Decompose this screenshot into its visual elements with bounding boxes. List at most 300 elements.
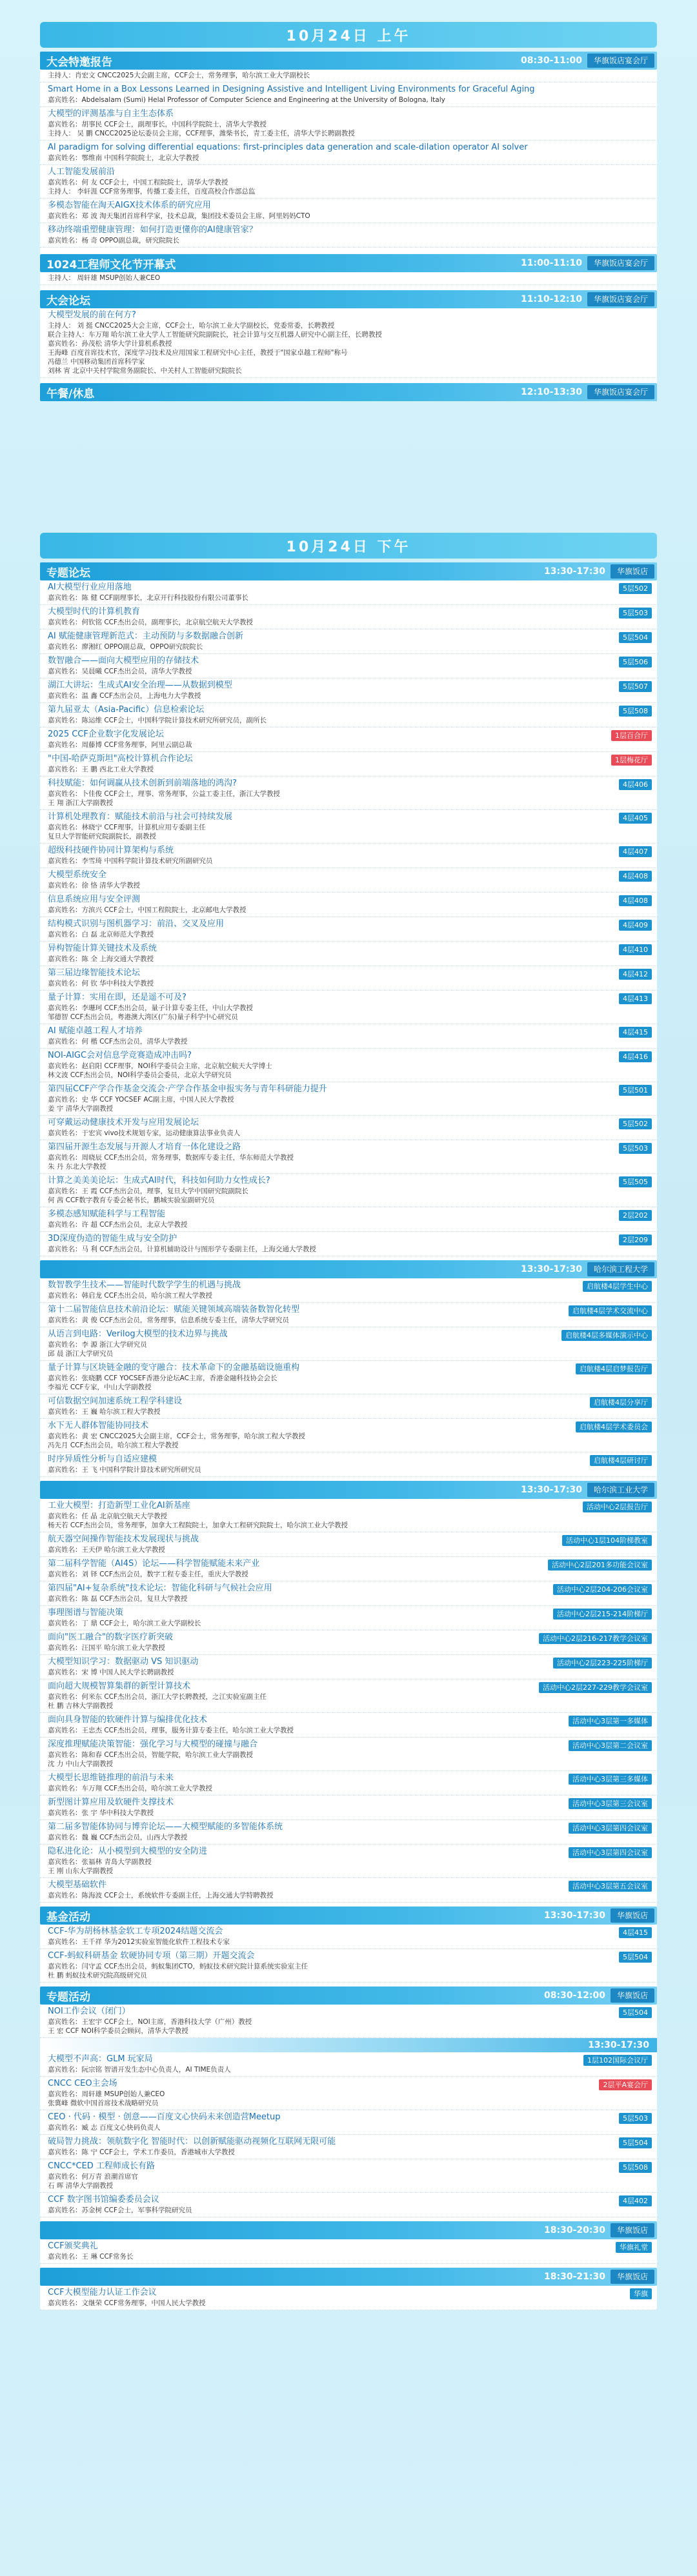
session-location: 哈尔滨工业大学 bbox=[587, 1483, 654, 1497]
event-speaker: 嘉宾姓名：宋 博 中国人民大学长聘副教授 bbox=[48, 1669, 174, 1676]
event-item bbox=[40, 1361, 657, 1394]
talk-item bbox=[40, 223, 657, 248]
event-title: CCF 数字图书馆编委委员会议 bbox=[48, 2195, 159, 2204]
session-bar-forum bbox=[40, 290, 657, 308]
event-speaker: 何 茜 CCF数字教育专委会秘书长，鹏城实验室副研究员 bbox=[48, 1196, 215, 1204]
special-subtime: 13:30-17:30 bbox=[40, 2038, 657, 2052]
event-title: 异构智能计算关键技术及系统 bbox=[48, 944, 157, 953]
event-title: CEO · 代码 · 模型 · 创意——百度文心快码未来创造营Meetup bbox=[48, 2112, 281, 2122]
keynote-talks bbox=[40, 83, 657, 248]
event-item bbox=[40, 1532, 657, 1557]
event-speaker: 嘉宾姓名：温 鑫 CCF杰出会员，上海电力大学教授 bbox=[48, 692, 201, 700]
session-location: 华旗饭店宴会厅 bbox=[587, 54, 654, 68]
event-speaker: 嘉宾姓名：张晓鹏 CCF YOCSEF香港分论坛AC主席，香港金融科技协会会长 bbox=[48, 1374, 278, 1382]
event-item bbox=[40, 844, 657, 868]
room-badge: 4层407 bbox=[619, 846, 652, 857]
room-badge: 启航楼4层多媒体演示中心 bbox=[561, 1330, 652, 1341]
session-bar-award bbox=[40, 254, 657, 272]
room-badge: 活动中心2层216-217教学会议室 bbox=[539, 1633, 652, 1644]
event-item bbox=[40, 2239, 657, 2264]
talk-speaker: 嘉宾姓名：郑 波 淘天集团首席科学家，技术总裁，集团技术委员会主席、阿里妈妈CTO bbox=[48, 212, 310, 220]
event-title: 第三届边缘智能技术论坛 bbox=[48, 968, 141, 978]
room-badge: 5层503 bbox=[619, 608, 652, 619]
event-item bbox=[40, 2052, 657, 2077]
session-title: 午餐/休息 bbox=[46, 387, 95, 401]
room-badge: 4层409 bbox=[619, 920, 652, 931]
event-title: AI大模型行业应用落地 bbox=[48, 582, 132, 592]
event-item bbox=[40, 1606, 657, 1630]
room-badge: 启航楼4层学生中心 bbox=[583, 1281, 652, 1292]
talk-speaker: 嘉宾姓名：胡事民 CCF会士，副理事长，中国科学院院士，清华大学教授 bbox=[48, 121, 267, 128]
event-title: NOI-AIGC会对信息学竞赛造成冲击吗? bbox=[48, 1051, 192, 1060]
event-speaker: 嘉宾姓名：何米东 CCF杰出会员，浙江大学长聘教授，之江实验室副主任 bbox=[48, 1693, 267, 1701]
talk-item bbox=[40, 199, 657, 223]
event-speaker: 嘉宾姓名：丁 鼎 CCF会士，哈尔滨工业大学副校长 bbox=[48, 1620, 201, 1627]
room-badge: 4层416 bbox=[619, 1051, 652, 1062]
award-line: 主持人： 周轩雄 MSUP创始人兼CEO bbox=[48, 274, 161, 282]
event-speaker: 嘉宾姓名：赵启阳 CCF理事，NOI科学委员会主席，北京航空航天大学博士 bbox=[48, 1062, 272, 1070]
room-badge: 活动中心2层204-206会议室 bbox=[553, 1584, 652, 1595]
room-badge: 启航楼4层学术委员会 bbox=[576, 1422, 652, 1432]
day-header: 10月24日 上午 bbox=[40, 22, 657, 48]
event-item bbox=[40, 1820, 657, 1845]
event-speaker: 嘉宾姓名：文继荣 CCF常务理事，中国人民大学教授 bbox=[48, 2299, 206, 2307]
event-speaker: 复旦大学智能研究院副院长，副教授 bbox=[48, 833, 156, 840]
talk-speaker: 主持人： 吴 鹏 CNCC2025论坛委员会主席，CCF理事，潍柴书长，青工委主任，清华大学长聘副教授 bbox=[48, 130, 355, 137]
event-title: 第九届亚太（Asia-Pacific）信息检索论坛 bbox=[48, 705, 205, 715]
room-badge: 4层415 bbox=[619, 1027, 652, 1038]
event-item bbox=[40, 1845, 657, 1878]
room-badge: 活动中心2层215-214阶梯厅 bbox=[553, 1609, 652, 1620]
room-badge: 5层502 bbox=[619, 1118, 652, 1129]
event-item bbox=[40, 1949, 657, 1983]
session-bar-fund bbox=[40, 1907, 657, 1925]
event-speaker: 嘉宾姓名：李珊珂 CCF杰出会员，量子计算专委主任，中山大学教授 bbox=[48, 1004, 254, 1012]
session-time: 08:30-12:00 bbox=[544, 1990, 605, 2001]
event-title: 3D深度伪造的智能生成与安全防护 bbox=[48, 1234, 177, 1243]
event-speaker: 嘉宾姓名：方滨兴 CCF会士，中国工程院院士，北京邮电大学教授 bbox=[48, 906, 247, 914]
room-badge: 2层209 bbox=[619, 1234, 652, 1245]
event-item bbox=[40, 868, 657, 893]
event-item bbox=[40, 2005, 657, 2038]
event-speaker: 嘉宾姓名：陈 健 CCF副理事长，北京开行科技股份有限公司董事长 bbox=[48, 594, 248, 602]
talk-title: AI paradigm for solving differential equations: first-principles data generation and scale-dilation operator AI solver bbox=[48, 143, 528, 152]
event-speaker: 嘉宾姓名：张福林 青岛大学副教授 bbox=[48, 1858, 152, 1866]
event-speaker: 嘉宾姓名：陈 磊 CCF杰出会员，复旦大学教授 bbox=[48, 1595, 188, 1603]
room-badge: 4层408 bbox=[619, 895, 652, 906]
event-item bbox=[40, 1679, 657, 1713]
event-speaker: 嘉宾姓名：王 鹏 西北工业大学教授 bbox=[48, 766, 154, 773]
event-item bbox=[40, 991, 657, 1024]
room-badge: 活动中心3层第三会议室 bbox=[569, 1798, 652, 1809]
event-speaker: 姜 宇 清华大学副教授 bbox=[48, 1105, 114, 1113]
room-badge: 活动中心3层第四会议室 bbox=[569, 1847, 652, 1858]
talk-item bbox=[40, 107, 657, 141]
event-speaker: 嘉宾姓名：许 超 CCF杰出会员，北京大学教授 bbox=[48, 1221, 188, 1229]
event-speaker: 嘉宾姓名：李雪琦 中国科学院计算技术研究所副研究员 bbox=[48, 857, 213, 865]
event-item bbox=[40, 1232, 657, 1256]
session-location: 华旗饭店宴会厅 bbox=[587, 256, 654, 270]
event-speaker: 嘉宾姓名：任 晶 北京航空航天大学教授 bbox=[48, 1512, 168, 1520]
event-title: 破局智力挑战：领航数字化 智能时代：以创新赋能驱动视频化互联网无限可能 bbox=[48, 2137, 336, 2146]
forum-line: 联合主持人：车万翔 哈尔滨工业大学人工智能研究院副院长，社会计算与交互机器人研究中心副主任，长聘教授 bbox=[48, 331, 382, 339]
host-key: 主持人： bbox=[48, 72, 75, 79]
session-time: 13:30-17:30 bbox=[521, 1264, 582, 1274]
session-time: 18:30-20:30 bbox=[544, 2225, 605, 2235]
event-speaker: 嘉宾姓名：卜佳俊 CCF会士，理事、常务理事，公益工委主任，浙江大学教授 bbox=[48, 790, 281, 798]
event-speaker: 嘉宾姓名：刘 铎 CCF杰出会员，数字工程专委主任，重庆大学教授 bbox=[48, 1570, 248, 1578]
event-speaker: 嘉宾姓名：黄 宏 CNCC2025大会副主席，CCF会士，常务理事，哈尔滨工程大学教授 bbox=[48, 1432, 305, 1440]
talk-speaker: 主持人： 李轩涯 CCF常务理事，传播工委主任，百度高校合作部总监 bbox=[48, 188, 256, 195]
event-item bbox=[40, 728, 657, 752]
event-title: 隐私进化论：从小模型到大模型的安全防进 bbox=[48, 1847, 208, 1856]
room-badge: 1层百合厅 bbox=[611, 730, 652, 741]
event-item bbox=[40, 580, 657, 605]
session-title: 基金活动 bbox=[46, 1910, 90, 1924]
event-title: 大模型不声高：GLM 玩家局 bbox=[48, 2054, 153, 2064]
event-item bbox=[40, 1049, 657, 1082]
event-title: 大模型时代的计算机教育 bbox=[48, 607, 141, 617]
talk-title: 大模型的评测基准与自主生态体系 bbox=[48, 109, 174, 119]
room-badge: 活动中心2层223-225阶梯厅 bbox=[553, 1658, 652, 1669]
room-badge: 华旗礼堂 bbox=[616, 2242, 652, 2253]
event-speaker: 嘉宾姓名：苏金树 CCF会士，军事科学院研究员 bbox=[48, 2206, 192, 2214]
event-speaker: 嘉宾姓名：闫守孟 CCF杰出会员，蚂蚁集团CTO，蚂蚁技术研究院计算系统实验室主任 bbox=[48, 1963, 308, 1970]
room-badge: 5层503 bbox=[619, 2113, 652, 2124]
event-title: 面向具身智能的软硬件计算与编排优化技术 bbox=[48, 1715, 208, 1725]
event-item bbox=[40, 810, 657, 844]
event-title: 大模型长思维链推理的前沿与未来 bbox=[48, 1773, 174, 1783]
event-title: 航天器空间操作智能技术发展现状与挑战 bbox=[48, 1534, 199, 1544]
room-badge: 启航楼4层启梦报告厅 bbox=[576, 1363, 652, 1374]
event-item bbox=[40, 752, 657, 777]
event-speaker: 嘉宾姓名：廖湘红 OPPO副总裁，OPPO研究院院长 bbox=[48, 643, 203, 651]
event-speaker: 嘉宾姓名：王 巍 哈尔滨工程大学教授 bbox=[48, 1408, 161, 1416]
event-title: CNCC CEO主会场 bbox=[48, 2079, 117, 2088]
event-speaker: 嘉宾姓名：王千祥 华为2012实验室智能化软件工程技术专家 bbox=[48, 1938, 230, 1946]
special-list bbox=[40, 2005, 657, 2038]
event-item bbox=[40, 1499, 657, 1532]
event-speaker: 嘉宾姓名：陈运维 CCF会士，中国科学院计算技术研究所研究员，副所长 bbox=[48, 717, 267, 724]
session-time: 13:30-17:30 bbox=[544, 566, 605, 577]
session-title: 专题论坛 bbox=[46, 566, 90, 580]
room-badge: 4层405 bbox=[619, 813, 652, 824]
room-badge: 4层408 bbox=[619, 871, 652, 882]
event-speaker: 李福光 CCF专家，中山大学副教授 bbox=[48, 1383, 152, 1391]
event-title: CCF-蚂蚁科研基金 软硬协同专项（第三期）开题交流会 bbox=[48, 1951, 255, 1961]
event-speaker: 嘉宾姓名：陈 全 上海交通大学教授 bbox=[48, 955, 154, 963]
room-badge: 4层412 bbox=[619, 969, 652, 980]
room-badge: 启航楼4层分享厅 bbox=[590, 1397, 652, 1408]
event-speaker: 王 翔 浙江大学副教授 bbox=[48, 799, 114, 807]
event-speaker: 沈 力 中山大学副教授 bbox=[48, 1760, 114, 1768]
room-badge: 启航楼4层学术交流中心 bbox=[569, 1305, 652, 1316]
event-item bbox=[40, 966, 657, 991]
event-item bbox=[40, 2193, 657, 2217]
room-badge: 5层503 bbox=[619, 1143, 652, 1154]
event-speaker: 嘉宾姓名：徐 恪 清华大学教授 bbox=[48, 882, 141, 889]
room-badge: 5层508 bbox=[619, 706, 652, 717]
event-speaker: 嘉宾姓名：黄 俊 CCF杰出会员，常务理事，信息系统专委主任，清华大学研究员 bbox=[48, 1316, 289, 1324]
event-title: 量子计算与区块链金融的变守融合：技术革命下的金融基础设施重构 bbox=[48, 1363, 300, 1372]
event-title: CCF大模型能力认证工作会议 bbox=[48, 2288, 157, 2297]
event-item bbox=[40, 654, 657, 679]
event-title: 数智教学生技术——智能时代数学学生的机遇与挑战 bbox=[48, 1280, 241, 1290]
event-speaker: 邱 晨 浙江大学研究员 bbox=[48, 1350, 114, 1358]
room-badge: 1层102国际会议厅 bbox=[583, 2055, 652, 2066]
event-title: 第二届多智能体协同与博弈论坛——大模型赋能的多智能体系统 bbox=[48, 1822, 283, 1832]
event-speaker: 嘉宾姓名：何万青 浪潮首席官 bbox=[48, 2173, 138, 2181]
session-title: 1024工程师文化节开幕式 bbox=[46, 258, 176, 272]
event-speaker: 嘉宾姓名：张 宇 华中科技大学教授 bbox=[48, 1809, 154, 1817]
room-badge: 5层506 bbox=[619, 657, 652, 668]
event-title: 结构模式识别与图机器学习：前沿、交叉及应用 bbox=[48, 919, 225, 929]
event-speaker: 邹德智 CCF杰出会员，粤港澳大湾区(广东)量子科学中心研究员 bbox=[48, 1013, 238, 1021]
event-title: 第四届开源生态发展与开源人才培育一体化建设之路 bbox=[48, 1142, 241, 1152]
event-title: 第四届"AI+复杂系统"技术论坛：智能化科研与气候社会应用 bbox=[48, 1583, 272, 1593]
topic-list bbox=[40, 580, 657, 1256]
room-badge: 5层504 bbox=[619, 2007, 652, 2018]
room-badge: 活动中心3层第四会议室 bbox=[569, 1823, 652, 1834]
event-title: 2025 CCF企业数字化发展论坛 bbox=[48, 729, 164, 739]
room-badge: 5层504 bbox=[619, 2137, 652, 2148]
talk-speaker: 嘉宾姓名：杨 奇 OPPO副总裁，研究院院长 bbox=[48, 237, 179, 244]
room-badge: 活动中心2层201多功能会议室 bbox=[548, 1560, 652, 1570]
room-badge: 活动中心2层报告厅 bbox=[583, 1501, 652, 1512]
hit-list bbox=[40, 1499, 657, 1903]
event-title: 湖江大讲坛：生成式AI安全治理——从数据到模型 bbox=[48, 680, 232, 690]
event-item bbox=[40, 1925, 657, 1949]
event-item bbox=[40, 1878, 657, 1903]
event-item bbox=[40, 1655, 657, 1679]
event-item bbox=[40, 893, 657, 917]
day-header: 10月24日 下午 bbox=[40, 533, 657, 559]
event-item bbox=[40, 703, 657, 728]
event-item bbox=[40, 2110, 657, 2135]
forum-line: 嘉宾姓名：孙茂松 清华大学计算机系教授 bbox=[48, 340, 172, 348]
session-bar-special bbox=[40, 1986, 657, 2005]
forum-line: 王海峰 百度首席技术官，深度学习技术及应用国家工程研究中心主任，教授于"国家卓越工程师"称号 bbox=[48, 349, 348, 357]
event-item bbox=[40, 1394, 657, 1419]
event-title: 深度推理赋能决策智能：强化学习与大模型的碰撞与融合 bbox=[48, 1739, 258, 1749]
event-item bbox=[40, 1630, 657, 1655]
room-badge: 华旗 bbox=[630, 2288, 652, 2299]
session-location: 华旗饭店 bbox=[611, 564, 654, 579]
session-time: 11:00-11:10 bbox=[521, 258, 582, 268]
event-item bbox=[40, 1796, 657, 1820]
talk-item bbox=[40, 141, 657, 165]
event-title: 工业大模型：打造新型工业化AI新基座 bbox=[48, 1501, 190, 1511]
event-speaker: 林文波 CCF杰出会员，NOI科学委员会委员，北京大学研究员 bbox=[48, 1071, 232, 1079]
room-badge: 5层501 bbox=[619, 1085, 652, 1096]
event-title: 面向"医工融合"的数字医疗新突破 bbox=[48, 1632, 173, 1642]
event-speaker: 嘉宾姓名：汪国平 哈尔滨工业大学教授 bbox=[48, 1644, 165, 1652]
event-speaker: 嘉宾姓名：阮宗铭 智谱开发生态中心负责人，AI TIME负责人 bbox=[48, 2066, 231, 2074]
event-title: CCF-华为胡杨林基金软工专项2024结题交流会 bbox=[48, 1927, 223, 1936]
room-badge: 4层415 bbox=[619, 1927, 652, 1938]
event-title: CNCC*CED 工程师成长有路 bbox=[48, 2161, 155, 2171]
event-title: 数智融合——面向大模型应用的存储技术 bbox=[48, 656, 199, 666]
event-item bbox=[40, 2077, 657, 2110]
session-time: 08:30-11:00 bbox=[521, 55, 582, 66]
event-item bbox=[40, 2159, 657, 2193]
forum-line: 主持人： 刘 挺 CNCC2025大会主席，CCF会士，哈尔滨工业大学副校长，党委常委，长聘教授 bbox=[48, 322, 335, 330]
event-speaker: 嘉宾姓名：车万翔 CCF杰出会员，哈尔滨工业大学教授 bbox=[48, 1785, 213, 1792]
host-value: 肖宏文 CNCC2025大会副主席，CCF会士，常务理事，哈尔滨工业大学副校长 bbox=[75, 72, 310, 79]
forum-detail bbox=[40, 308, 657, 378]
event-speaker: 嘉宾姓名：韩启龙 CCF杰出会员，哈尔滨工程大学教授 bbox=[48, 1292, 213, 1300]
dinner-list bbox=[40, 2239, 657, 2264]
session-time: 18:30-21:30 bbox=[544, 2272, 605, 2282]
event-item bbox=[40, 2286, 657, 2310]
event-item bbox=[40, 1303, 657, 1327]
room-badge: 5层504 bbox=[619, 632, 652, 643]
event-speaker: 杨天若 CCF杰出会员，常务理事，加拿大工程院院士，加拿大工程研究院院士，哈尔滨工业大学教授 bbox=[48, 1521, 348, 1529]
event-title: 从语言到电路：Verilog大模型的技术边界与挑战 bbox=[48, 1329, 228, 1339]
event-item bbox=[40, 1174, 657, 1207]
talk-speaker: 嘉宾姓名：何 友 CCF会士，中国工程院院士，清华大学教授 bbox=[48, 179, 228, 186]
host-row bbox=[40, 70, 657, 83]
event-speaker: 嘉宾姓名：臧 志 百度文心快码负责人 bbox=[48, 2124, 161, 2132]
room-badge: 4层410 bbox=[619, 944, 652, 955]
talk-item bbox=[40, 165, 657, 199]
event-item bbox=[40, 777, 657, 810]
event-title: 计算机处理教育：赋能技术前沿与社会可持续发展 bbox=[48, 812, 233, 822]
event-speaker: 嘉宾姓名：魏 巍 CCF杰出会员，山西大学教授 bbox=[48, 1834, 188, 1841]
event-item bbox=[40, 1713, 657, 1738]
event-title: 第二届科学智能（AI4S）论坛——科学智能赋能未来产业 bbox=[48, 1559, 260, 1569]
event-speaker: 嘉宾姓名：周晓辰 CCF杰出会员，常务理事，数据库专委主任，华东师范大学教授 bbox=[48, 1154, 294, 1162]
session-title: 大会论坛 bbox=[46, 294, 90, 308]
event-item bbox=[40, 1082, 657, 1116]
event-item bbox=[40, 942, 657, 966]
event-item bbox=[40, 1327, 657, 1361]
room-badge: 5层505 bbox=[619, 1176, 652, 1187]
event-item bbox=[40, 1024, 657, 1049]
event-item bbox=[40, 917, 657, 942]
room-badge: 活动中心2层227-229教学会议室 bbox=[539, 1682, 652, 1693]
room-badge: 活动中心3层第一多媒体 bbox=[569, 1716, 652, 1727]
event-speaker: 嘉宾姓名：林晓宁 CCF理事，计算机应用专委副主任 bbox=[48, 824, 206, 831]
room-badge: 活动中心1层104阶梯教室 bbox=[562, 1535, 652, 1546]
event-title: AI 赋能健康管理新范式：主动预防与多数据融合创新 bbox=[48, 631, 243, 641]
room-badge: 4层406 bbox=[619, 779, 652, 790]
session-time: 13:30-17:30 bbox=[544, 1910, 605, 1921]
session-bar-ai bbox=[40, 2268, 657, 2286]
room-badge: 1层梅花厅 bbox=[611, 755, 652, 766]
event-speaker: 冯先月 CCF杰出会员，哈尔滨工程大学教授 bbox=[48, 1442, 179, 1449]
room-badge: 2层202 bbox=[619, 1210, 652, 1221]
room-badge: 活动中心3层第五会议室 bbox=[569, 1881, 652, 1892]
event-speaker: 王 宏 CCF NOI科学委员会顾问，清华大学教授 bbox=[48, 2027, 188, 2035]
talk-title: 多模态智能在淘天AIGX技术体系的研究应用 bbox=[48, 201, 211, 210]
event-speaker: 嘉宾姓名：周藤博 CCF常务理事，阿里云副总裁 bbox=[48, 741, 192, 749]
event-item bbox=[40, 1419, 657, 1452]
session-location: 华旗饭店宴会厅 bbox=[587, 385, 654, 399]
event-title: AI 赋能卓越工程人才培养 bbox=[48, 1026, 143, 1036]
event-title: 时序异质性分析与自适应建模 bbox=[48, 1454, 157, 1464]
session-location: 华旗饭店 bbox=[611, 2270, 654, 2284]
special-list-2 bbox=[40, 2052, 657, 2217]
session-time: 13:30-17:30 bbox=[521, 1485, 582, 1495]
event-item bbox=[40, 1771, 657, 1796]
event-speaker: 嘉宾姓名：王 琳 CCF常务长 bbox=[48, 2253, 134, 2261]
event-title: 多模态感知赋能科学与工程智能 bbox=[48, 1209, 166, 1219]
event-title: 事理图谱与智能决策 bbox=[48, 1608, 124, 1618]
event-item bbox=[40, 605, 657, 629]
session-location: 华旗饭店 bbox=[611, 1908, 654, 1923]
session-title: 大会特邀报告 bbox=[46, 55, 112, 69]
event-title: CCF颁奖典礼 bbox=[48, 2241, 98, 2251]
event-speaker: 嘉宾姓名：李 源 浙江大学研究员 bbox=[48, 1341, 147, 1349]
session-location: 哈尔滨工程大学 bbox=[587, 1262, 654, 1276]
event-title: 新型图计算应用及软硬件支撑技术 bbox=[48, 1798, 174, 1807]
event-title: 大模型知识学习：数据驱动 VS 知识驱动 bbox=[48, 1657, 199, 1667]
event-speaker: 杜 鹏 吉林大学副教授 bbox=[48, 1702, 114, 1710]
event-item bbox=[40, 679, 657, 703]
event-title: 面向超大规模智算集群的新型计算技术 bbox=[48, 1681, 191, 1691]
forum-subtitle: 大模型发展的前在何方? bbox=[48, 310, 136, 320]
event-title: 第十二届智能信息技术前沿论坛：赋能关键领域高端装备数智化转型 bbox=[48, 1305, 300, 1314]
forum-line: 冯德兰 中国移动集团首席科学家 bbox=[48, 358, 145, 366]
talk-title: 移动终端重塑健康管理：如何打造更懂你的AI健康管家？ bbox=[48, 225, 258, 235]
event-speaker: 杜 鹏 蚂蚁技术研究院高级研究员 bbox=[48, 1972, 147, 1979]
event-speaker: 嘉宾姓名：马 利 CCF杰出会员，计算机辅助设计与图形学专委副主任，上海交通大学教授 bbox=[48, 1245, 316, 1253]
event-speaker: 嘉宾姓名：吴晨曦 CCF杰出会员，清华大学教授 bbox=[48, 668, 192, 675]
event-item bbox=[40, 1116, 657, 1140]
room-badge: 启航楼4层研讨厅 bbox=[590, 1455, 652, 1466]
room-badge: 5层504 bbox=[619, 1952, 652, 1963]
session-title: 专题活动 bbox=[46, 1990, 90, 2004]
event-speaker: 嘉宾姓名：陈海波 CCF会士，系统软件专委副主任，上海交通大学特聘教授 bbox=[48, 1892, 274, 1899]
event-item bbox=[40, 1207, 657, 1232]
event-speaker: 嘉宾姓名：王 飞 中国科学院计算技术研究所研究员 bbox=[48, 1466, 201, 1474]
event-title: 第四届CCF产学合作基金交流会·产学合作基金申报实务与青年科研能力提升 bbox=[48, 1084, 327, 1094]
session-bar-lunch bbox=[40, 383, 657, 401]
event-speaker: 嘉宾姓名：白 磊 北京师范大学教授 bbox=[48, 931, 154, 938]
event-speaker: 嘉宾姓名：周轩雄 MSUP创始人兼CEO bbox=[48, 2090, 165, 2098]
room-badge: 5层502 bbox=[619, 583, 652, 594]
event-title: 水下无人群体智能协同技术 bbox=[48, 1421, 149, 1431]
event-speaker: 嘉宾姓名：何 楷 CCF杰出会员，清华大学教授 bbox=[48, 1038, 188, 1045]
event-speaker: 张冀峰 微软中国首席技术战略研究员 bbox=[48, 2099, 159, 2107]
room-badge: 4层413 bbox=[619, 993, 652, 1004]
event-title: 计算之美美美论坛：生成式AI时代，科技如何助力女性成长? bbox=[48, 1176, 270, 1185]
session-bar-keynote bbox=[40, 52, 657, 70]
event-speaker: 王 刚 山东大学副教授 bbox=[48, 1867, 114, 1875]
award-host bbox=[40, 272, 657, 285]
session-time: 11:10-12:10 bbox=[521, 294, 582, 304]
session-location: 华旗饭店宴会厅 bbox=[587, 292, 654, 306]
event-item bbox=[40, 629, 657, 654]
morning-panel bbox=[40, 52, 657, 401]
event-title: 大模型基础软件 bbox=[48, 1880, 107, 1890]
event-title: 信息系统应用与安全评测 bbox=[48, 895, 141, 904]
room-badge: 2层平A宴会厅 bbox=[599, 2079, 652, 2090]
event-speaker: 嘉宾姓名：陈 宁 CCF会士，学术工作委员，香港城市大学教授 bbox=[48, 2148, 235, 2156]
event-speaker: 嘉宾姓名：于宏宾 vivo技术规划专家，运动健康算法事业负责人 bbox=[48, 1129, 241, 1137]
event-title: 量子计算：实用在即，还是遥不可及? bbox=[48, 993, 187, 1002]
event-speaker: 嘉宾姓名：何钦铭 CCF杰出会员，副理事长，北京航空航天大学教授 bbox=[48, 619, 254, 626]
session-time: 12:10-13:30 bbox=[521, 387, 582, 397]
talk-item bbox=[40, 83, 657, 107]
session-bar-heu bbox=[40, 1260, 657, 1278]
session-bar-dinner bbox=[40, 2221, 657, 2239]
event-item bbox=[40, 1278, 657, 1303]
talk-title: Smart Home in a Box Lessons Learned in Designing Assistive and Intelligent Living Environments for Graceful Aging bbox=[48, 84, 535, 94]
event-speaker: 嘉宾姓名：何 钦 华中科技大学教授 bbox=[48, 980, 154, 987]
event-speaker: 嘉宾姓名：王宏宇 CCF会士，NOI主席，香港科技大学（广州）教授 bbox=[48, 2018, 252, 2026]
